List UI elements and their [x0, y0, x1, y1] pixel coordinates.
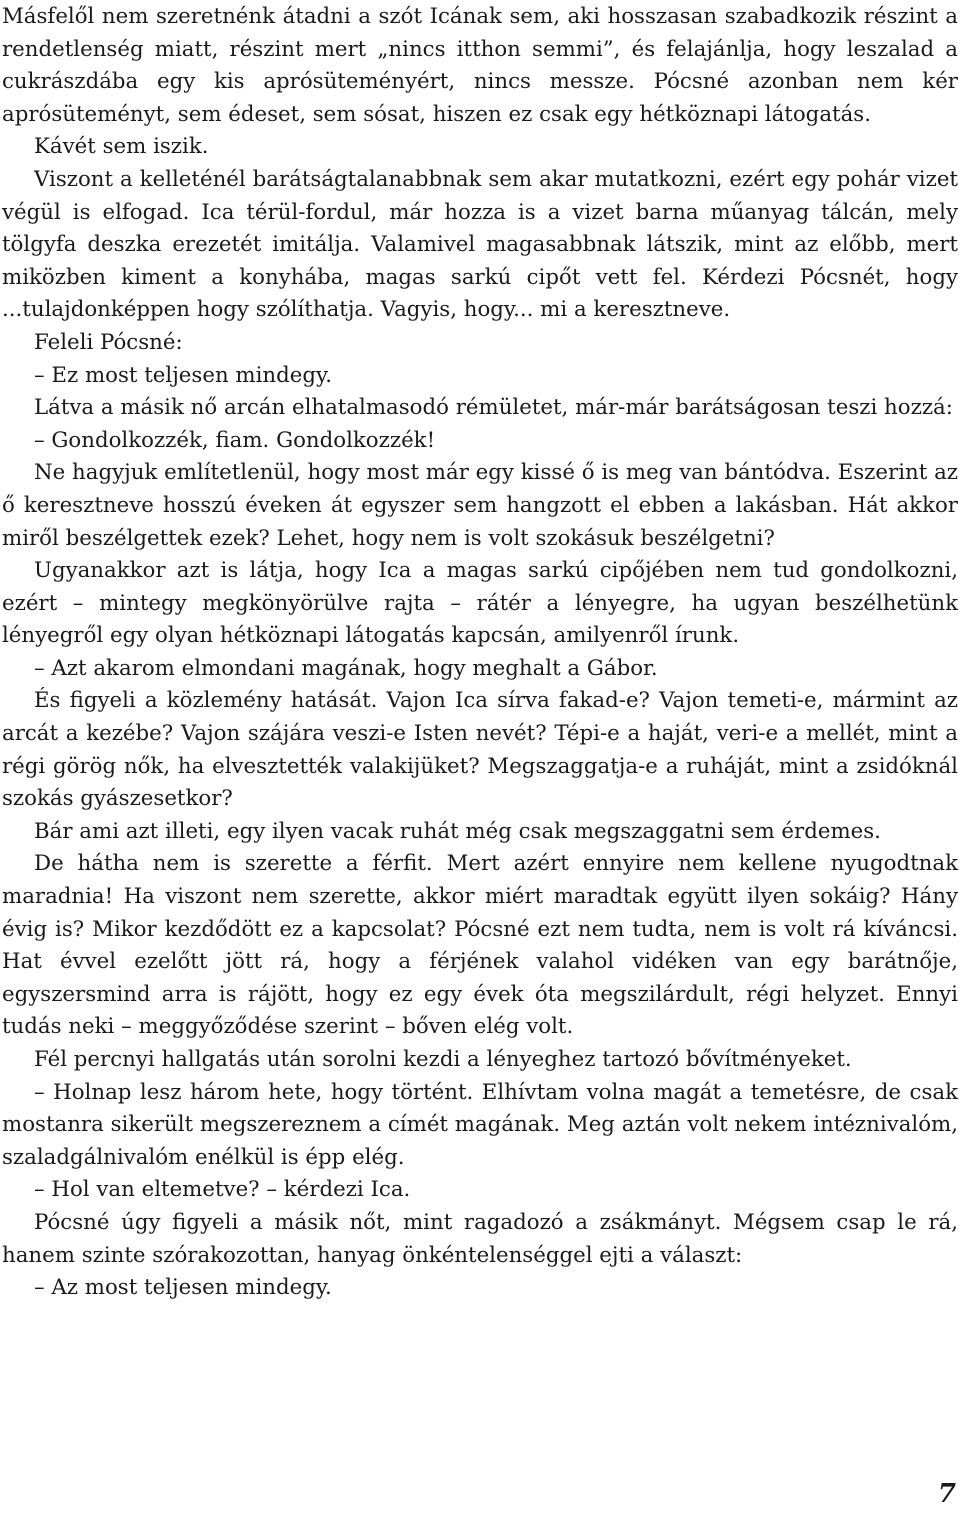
- dialogue-line: – Ez most teljesen mindegy.: [34, 362, 332, 388]
- paragraph: Másfelől nem szeretnénk átadni a szót Icának sem, aki hosszasan szabadkozik részint a rendetlenség miatt, részint mert „nincs itthon semmi”, és felajánlja, hogy leszalad a cukrászdába egy kis aprósüteményért, nincs messze. Pócsné azonban nem kér aprósüteményt, sem édeset, sem sósat, hiszen ez csak egy hétköznapi látogatás.: [2, 4, 958, 127]
- dialogue-line: – Hol van eltemetve? – kérdezi Ica.: [34, 1177, 411, 1203]
- paragraph: Kávét sem iszik.: [34, 134, 209, 160]
- dialogue-line: – Gondolkozzék, fiam. Gondolkozzék!: [34, 427, 436, 453]
- paragraph: Feleli Pócsné:: [34, 329, 183, 355]
- paragraph: Fél percnyi hallgatás után sorolni kezdi a lényeghez tartozó bővítményeket.: [34, 1047, 852, 1072]
- page-number: 7: [937, 1479, 956, 1509]
- paragraph: Ne hagyjuk említetlenül, hogy most már egy kissé ő is meg van bántódva. Eszerint az ő keresztneve hosszú éveken át egyszer sem hangzott el ebben a lakásban. Hát akkor miről beszélgettek ezek? Lehet, hogy nem is volt szokásuk beszélgetni?: [2, 460, 958, 551]
- dialogue-line: – Azt akarom elmondani magának, hogy meghalt a Gábor.: [34, 655, 658, 681]
- paragraph: Bár ami azt illeti, egy ilyen vacak ruhát még csak megszaggatni sem érdemes.: [34, 818, 881, 844]
- paragraph: Pócsné úgy figyeli a másik nőt, mint ragadozó a zsákmányt. Mégsem csap le rá, hanem szinte szórakozottan, hanyag önkéntelenséggel ejti a választ:: [2, 1209, 958, 1268]
- dialogue-line: – Holnap lesz három hete, hogy történt. Elhívtam volna magát a temetésre, de csak mostanra sikerült megszereznem a címét magának. Meg aztán volt nekem intéznivalóm, szaladgálnivalóm enélkül is épp elég.: [2, 1079, 958, 1170]
- dialogue-line: – Az most teljesen mindegy.: [34, 1275, 332, 1301]
- paragraph: Ugyanakkor azt is látja, hogy Ica a magas sarkú cipőjében nem tud gondolkozni, ezért – mintegy megkönyörülve rajta – rátér a lényegre, ha ugyan beszélhetünk lényegről egy olyan hétköznapi látogatás kapcsán, amilyenről írunk.: [2, 558, 958, 649]
- book-page: [2, 0, 958, 1305]
- paragraph: Látva a másik nő arcán elhatalmasodó rémületet, már-már barátságosan teszi hozzá:: [34, 395, 953, 421]
- paragraph: De hátha nem is szerette a férfit. Mert azért ennyire nem kellene nyugodtnak maradnia! Ha viszont nem szerette, akkor miért maradtak együtt ilyen sokáig? Hány évig is? Mikor kezdődött ez a kapcsolat? Pócsné ezt nem tudta, nem is volt rá kíváncsi. Hat évvel ezelőtt jött rá, hogy a férjének valahol vidéken van egy barátnője, egyszersmind arra is rájött, hogy ez egy évek óta megszilárdult, régi helyzet. Ennyi tudás neki – meggyőződése szerint – bőven elég volt.: [2, 851, 958, 1040]
- paragraph: Viszont a kelleténél barátságtalanabbnak sem akar mutatkozni, ezért egy pohár vizet végül is elfogad. Ica térül-fordul, már hozza is a vizet barna műanyag tálcán, mely tölgyfa deszka erezetét imitálja. Valamivel magasabbnak látszik, mint az előbb, mert miközben kiment a konyhába, magas sarkú cipőt vett fel. Kérdezi Pócsnét, hogy ...tulajdonképpen hogy szólíthatja. Vagyis, hogy... mi a keresztneve.: [2, 166, 958, 323]
- paragraph: És figyeli a közlemény hatását. Vajon Ica sírva fakad-e? Vajon temeti-e, mármint az arcát a kezébe? Vajon szájára veszi-e Isten nevét? Tépi-e a haját, veri-e a mellét, mint a régi görög nők, ha elvesztették valakijüket? Megszaggatja-e a ruháját, mint a zsidóknál szokás gyászesetkor?: [2, 688, 958, 812]
- body-text: [2, 0, 958, 1305]
